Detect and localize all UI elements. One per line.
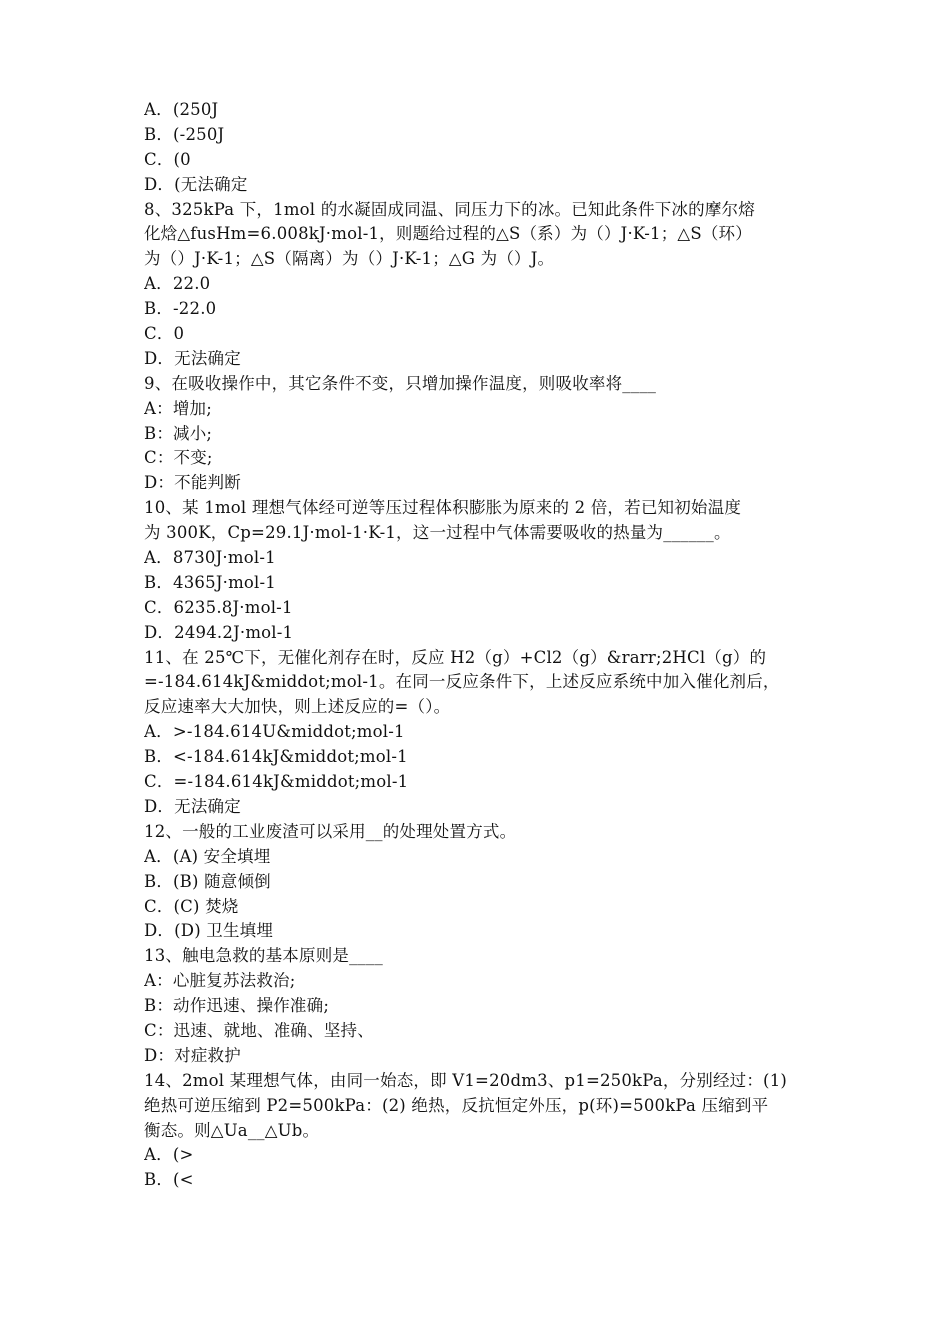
question-11-line-3: 反应速率大大加快，则上述反应的=（）。 <box>144 697 451 717</box>
question-11-line-1: 11、在 25℃下，无催化剂存在时，反应 H2（g）+Cl2（g）&rarr;2HCl（g）的 <box>144 647 767 667</box>
question-8-line-1: 8、325kPa 下，1mol 的水凝固成同温、同压力下的冰。已知此条件下冰的摩尔熔 <box>144 199 755 219</box>
option-line: C：迅速、就地、准确、坚持、 <box>144 1020 374 1040</box>
option-line: B：动作迅速、操作准确; <box>144 996 330 1016</box>
question-14-line-1: 14、2mol 某理想气体，由同一始态，即 V1=20dm3、p1=250kPa，分别经过：(1) <box>144 1070 788 1090</box>
option-line: C．(C) 焚烧 <box>144 896 239 916</box>
option-line: C．6235.8J·mol-1 <box>144 597 293 617</box>
option-line: B．(< <box>144 1170 194 1190</box>
option-line: B．(B) 随意倾倒 <box>144 871 271 891</box>
option-line: C．=-184.614kJ&middot;mol-1 <box>144 772 409 792</box>
option-line: D．(D) 卫生填埋 <box>144 921 274 941</box>
option-line: D．无法确定 <box>144 348 241 368</box>
option-line: A．(A) 安全填埋 <box>144 846 271 866</box>
question-10-line-2: 为 300K，Cp=29.1J·mol-1·K-1，这一过程中气体需要吸收的热量为______。 <box>144 523 731 543</box>
option-line: A．(> <box>144 1145 194 1165</box>
question-9-line-1: 9、在吸收操作中，其它条件不变，只增加操作温度，则吸收率将____ <box>144 373 657 393</box>
question-12-line-1: 12、一般的工业废渣可以采用__的处理处置方式。 <box>144 821 517 841</box>
option-line: B．-22.0 <box>144 299 217 319</box>
option-line: D．(无法确定 <box>144 174 248 194</box>
option-line: A．8730J·mol-1 <box>144 548 276 568</box>
option-line: C．(0 <box>144 149 191 169</box>
option-line: A．22.0 <box>144 274 211 294</box>
option-line: A：心脏复苏法救治; <box>144 971 296 991</box>
document-page <box>144 98 816 1193</box>
option-line: A：增加; <box>144 398 212 418</box>
question-11-line-2: =-184.614kJ&middot;mol-1。在同一反应条件下，上述反应系统中加入催化剂后， <box>144 672 780 692</box>
question-14-line-3: 衡态。则△Ua__△Ub。 <box>144 1120 320 1140</box>
option-line: D：对症救护 <box>144 1045 241 1065</box>
option-line: C．0 <box>144 324 185 344</box>
option-line: B．<-184.614kJ&middot;mol-1 <box>144 747 408 767</box>
option-line: B．4365J·mol-1 <box>144 572 277 592</box>
question-8-line-3: 为（）J·K-1；△S（隔离）为（）J·K-1；△G 为（）J。 <box>144 249 555 269</box>
option-line: A．>-184.614U&middot;mol-1 <box>144 722 405 742</box>
option-line: B．(-250J <box>144 124 225 144</box>
question-8-line-2: 化焓△fusHm=6.008kJ·mol-1，则题给过程的△S（系）为（）J·K-1；△S（环） <box>144 224 752 244</box>
option-line: D．2494.2J·mol-1 <box>144 622 294 642</box>
question-13-line-1: 13、触电急救的基本原则是____ <box>144 946 383 966</box>
option-line: C：不变; <box>144 448 213 468</box>
option-line: A．(250J <box>144 100 219 119</box>
question-10-line-1: 10、某 1mol 理想气体经可逆等压过程体积膨胀为原来的 2 倍，若已知初始温度 <box>144 498 742 518</box>
option-line: D：不能判断 <box>144 473 241 493</box>
option-line: D．无法确定 <box>144 796 241 816</box>
option-line: B：减小; <box>144 423 213 443</box>
question-14-line-2: 绝热可逆压缩到 P2=500kPa：(2) 绝热，反抗恒定外压，p(环)=500kPa 压缩到平 <box>144 1095 769 1115</box>
